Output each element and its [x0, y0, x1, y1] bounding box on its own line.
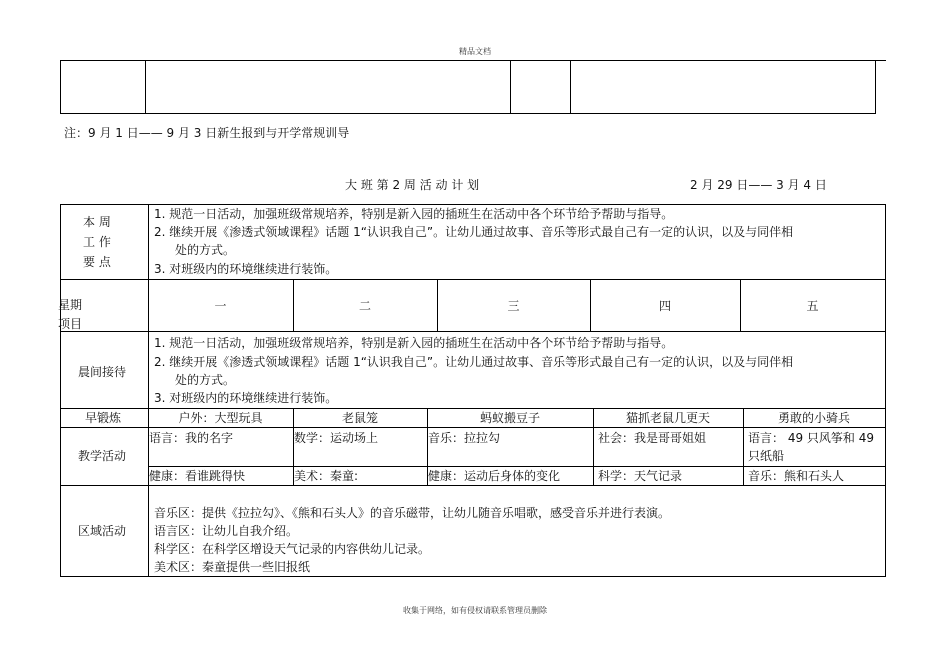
teaching-cell: 健康：运动后身体的变化: [428, 469, 561, 483]
weekly-focus-item: 3. 对班级内的环境继续进行装饰。: [154, 262, 338, 276]
header-watermark: 精品文档: [459, 47, 491, 56]
footer-watermark: 收集于网络，如有侵权请联系管理员删除: [403, 606, 547, 615]
teaching-label: 教学活动: [78, 449, 127, 463]
teaching-cell: 健康：看谁跳得快: [149, 469, 246, 483]
teaching-cell: 数学：运动场上: [294, 431, 379, 445]
weekly-focus-item: 1. 规范一日活动，加强班级常规培养，特别是新入园的插班生在活动中各个环节给予帮助与指导。: [154, 207, 674, 221]
weekly-focus-item: 处的方式。: [175, 243, 236, 257]
header-rule: [60, 60, 886, 61]
exercise-cell: 蚂蚁搬豆子: [479, 411, 540, 425]
plan-date-range: 2 月 29 日—— 3 月 4 日: [690, 178, 827, 192]
weekly-focus-item: 2. 继续开展《渗透式领域课程》话题 1“认识我自己”。让幼儿通过故事、音乐等形式最自己有一定的认识，以及与同伴相: [154, 225, 794, 239]
weekly-focus-label-line: 工 作: [83, 235, 111, 249]
area-activities-label: 区域活动: [78, 524, 127, 538]
teaching-cell: 语言： 49 只风筝和 49: [748, 431, 874, 445]
schedule-note: 注：9 月 1 日—— 9 月 3 日新生报到与开学常规训导: [64, 126, 350, 140]
morning-item: 3. 对班级内的环境继续进行装饰。: [154, 391, 338, 405]
exercise-cell: 勇敢的小骑兵: [777, 411, 850, 425]
teaching-cell: 美术：秦童:: [294, 469, 359, 483]
morning-reception-label: 晨间接待: [78, 365, 127, 379]
area-item: 语言区：让幼儿自我介绍。: [154, 524, 299, 538]
teaching-cell: 社会：我是哥哥姐姐: [598, 431, 707, 445]
exercise-cell: 老鼠笼: [341, 411, 378, 425]
weekly-focus-label-line: 要 点: [83, 255, 111, 269]
weekly-focus-label-line: 本 周: [83, 215, 111, 229]
item-label: 项目: [58, 317, 83, 331]
weekday-wednesday: 三: [507, 299, 520, 313]
exercise-label: 早锻炼: [85, 411, 122, 425]
morning-item: 1. 规范一日活动，加强班级常规培养，特别是新入园的插班生在活动中各个环节给予帮助与指导。: [154, 336, 674, 350]
teaching-cell: 音乐：拉拉勾: [428, 431, 501, 445]
exercise-cell: 户外：大型玩具: [178, 411, 263, 425]
plan-title: 大 班 第 2 周 活 动 计 划: [345, 178, 480, 192]
weekday-tuesday: 二: [358, 299, 371, 313]
weekday-thursday: 四: [658, 299, 671, 313]
weekday-label: 星期: [58, 298, 83, 312]
area-item: 音乐区：提供《拉拉勾》、《熊和石头人》的音乐磁带，让幼儿随音乐唱歌，感受音乐并进行表演。: [154, 506, 671, 520]
teaching-cell: 语言：我的名字: [149, 431, 234, 445]
weekday-friday: 五: [806, 299, 819, 313]
teaching-cell-continuation: 只纸船: [748, 449, 785, 463]
exercise-cell: 猫抓老鼠几更天: [625, 411, 710, 425]
teaching-cell: 音乐：熊和石头人: [748, 469, 845, 483]
weekday-monday: 一: [214, 299, 227, 313]
morning-item: 处的方式。: [175, 373, 236, 387]
morning-item: 2. 继续开展《渗透式领域课程》话题 1“认识我自己”。让幼儿通过故事、音乐等形式最自己有一定的认识，以及与同伴相: [154, 355, 794, 369]
teaching-cell: 科学：天气记录: [598, 469, 683, 483]
area-item: 科学区：在科学区增设天气记录的内容供幼儿记录。: [154, 542, 431, 556]
area-item: 美术区：秦童提供一些旧报纸: [154, 560, 311, 574]
